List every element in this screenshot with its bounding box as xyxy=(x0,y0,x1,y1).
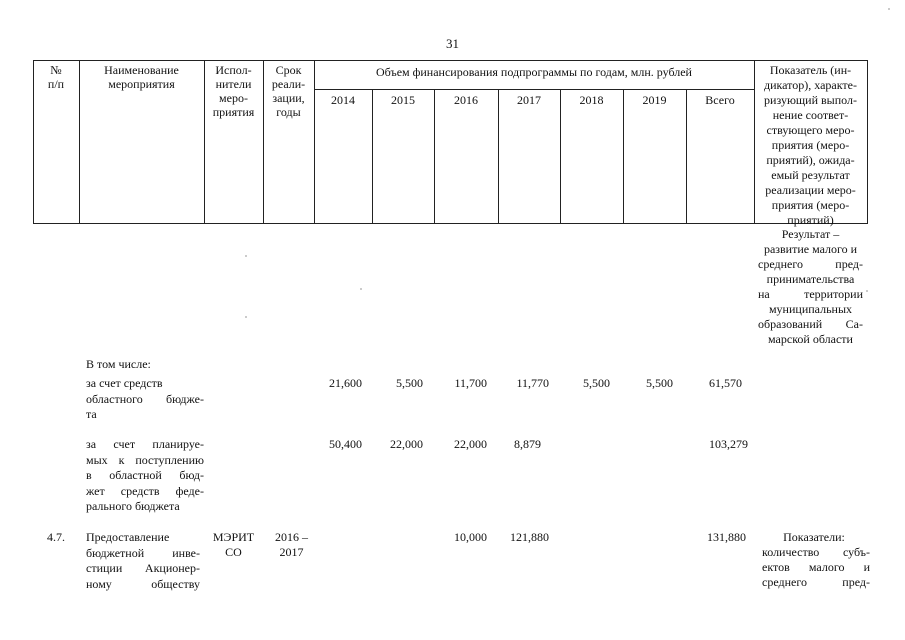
header-num xyxy=(33,63,79,91)
header-name-line: мероприятия xyxy=(108,77,175,91)
header-year-2017: 2017 xyxy=(517,93,541,107)
item-term-line: 2016 – xyxy=(275,530,308,544)
row-label-line: рального бюджета xyxy=(86,499,180,513)
header-funding-title: Объем финансирования подпрограммы по годам, млн. рублей xyxy=(376,65,692,79)
result-line: муниципальных xyxy=(768,302,853,316)
result-line: образований Са- xyxy=(758,317,863,331)
header-executors-line: Испол- xyxy=(215,63,252,77)
item-4-7-2016: 10,000 xyxy=(454,530,487,544)
row-regional-2015: 5,500 xyxy=(396,376,423,390)
row-federal-2015: 22,000 xyxy=(390,437,423,451)
header-executors xyxy=(204,63,263,119)
header-indicator-line: приятия (меро- xyxy=(771,198,850,212)
header-indicator-line: реализации меро- xyxy=(765,183,856,197)
header-year-2019: 2019 xyxy=(642,93,667,107)
item-executor-line: СО xyxy=(225,545,242,559)
item-indicator-line: Показатели: xyxy=(783,530,845,544)
item-executor-line: МЭРИТ xyxy=(212,530,255,544)
result-line: марской области xyxy=(768,332,853,346)
header-num-line: № xyxy=(50,63,62,77)
header-term-line: Срок xyxy=(275,63,302,77)
header-term-line: зации, xyxy=(272,91,305,105)
including-label: В том числе: xyxy=(86,357,151,371)
row-label-line: за счет средств xyxy=(86,376,163,390)
result-line: Результат – xyxy=(781,227,840,241)
item-4-7-executor xyxy=(204,530,263,560)
item-indicator-line: ектов малого и xyxy=(762,560,870,574)
header-term-line: реали- xyxy=(271,77,306,91)
result-text xyxy=(754,227,867,347)
item-name-line: Предоставление xyxy=(86,530,170,544)
header-year-total: Всего xyxy=(705,93,735,107)
header-indicator-line: приятия (меро- xyxy=(771,138,850,152)
header-term xyxy=(263,63,314,119)
header-year-2018: 2018 xyxy=(579,93,604,107)
row-label-line: мых к поступлению xyxy=(86,452,204,467)
row-federal-2017: 8,879 xyxy=(514,437,541,451)
header-executors-line: нители xyxy=(215,77,252,91)
page-number: 31 xyxy=(446,36,459,51)
header-executors-line: приятия xyxy=(212,105,255,119)
header-indicator-line: ствующего меро- xyxy=(766,123,855,137)
row-label-line: за счет планируе- xyxy=(86,437,204,451)
item-name-line: стиции Акционер- xyxy=(86,561,200,575)
item-4-7-2017: 121,880 xyxy=(510,530,549,544)
header-indicator-line: емый результат xyxy=(771,168,850,182)
item-indicator-line: количество субъ- xyxy=(762,545,870,559)
header-indicator-line: приятий) xyxy=(787,213,834,227)
header-name-line: Наименование xyxy=(104,63,179,77)
header-num-line: п/п xyxy=(47,77,65,91)
item-4-7-term xyxy=(263,530,320,560)
row-regional-budget-label xyxy=(86,376,204,423)
scan-speck xyxy=(888,8,890,10)
row-label-line: областного бюдже- xyxy=(86,391,204,406)
row-federal-budget-label xyxy=(86,437,204,515)
header-indicator-line: приятий), ожида- xyxy=(766,153,855,167)
row-federal-total: 103,279 xyxy=(709,437,748,451)
row-label-line: в областной бюд- xyxy=(86,468,204,482)
row-regional-2019: 5,500 xyxy=(646,376,673,390)
row-federal-2014: 50,400 xyxy=(329,437,362,451)
header-indicator-line: дикатор), характе- xyxy=(763,78,857,92)
row-regional-total: 61,570 xyxy=(709,376,742,390)
result-line: принимательства xyxy=(766,272,855,286)
row-regional-2016: 11,700 xyxy=(454,376,487,390)
result-line: развитие малого и xyxy=(763,242,858,256)
row-label-line: жет средств феде- xyxy=(86,483,204,498)
row-regional-2018: 5,500 xyxy=(583,376,610,390)
item-4-7-name xyxy=(86,530,200,592)
item-4-7-total: 131,880 xyxy=(707,530,746,544)
header-year-2014: 2014 xyxy=(331,93,355,107)
item-indicator-line: среднего пред- xyxy=(762,575,870,589)
row-regional-2017: 11,770 xyxy=(516,376,549,390)
header-indicator xyxy=(754,63,867,228)
row-label-line: та xyxy=(86,407,97,421)
item-name-line: ному обществу xyxy=(86,576,200,591)
header-year-2015: 2015 xyxy=(391,93,415,107)
item-4-7-indicator xyxy=(758,530,870,590)
header-indicator-line: Показатель (ин- xyxy=(769,63,852,77)
row-regional-2014: 21,600 xyxy=(329,376,362,390)
header-executors-line: меро- xyxy=(219,91,248,105)
header-term-line: годы xyxy=(276,105,301,119)
header-indicator-line: ризующий выпол- xyxy=(764,93,857,107)
result-line: среднего пред- xyxy=(758,257,863,271)
item-4-7-number: 4.7. xyxy=(47,530,65,544)
scan-speck xyxy=(866,290,868,292)
scan-speck xyxy=(360,288,362,290)
header-name xyxy=(79,63,204,91)
header-year-2016: 2016 xyxy=(454,93,478,107)
row-federal-2016: 22,000 xyxy=(454,437,487,451)
item-term-line: 2017 xyxy=(279,545,304,559)
scan-speck xyxy=(245,316,247,318)
result-line: на территории xyxy=(758,287,863,301)
item-name-line: бюджетной инве- xyxy=(86,545,200,560)
scan-speck xyxy=(245,255,247,257)
header-indicator-line: нение соответ- xyxy=(772,108,849,122)
